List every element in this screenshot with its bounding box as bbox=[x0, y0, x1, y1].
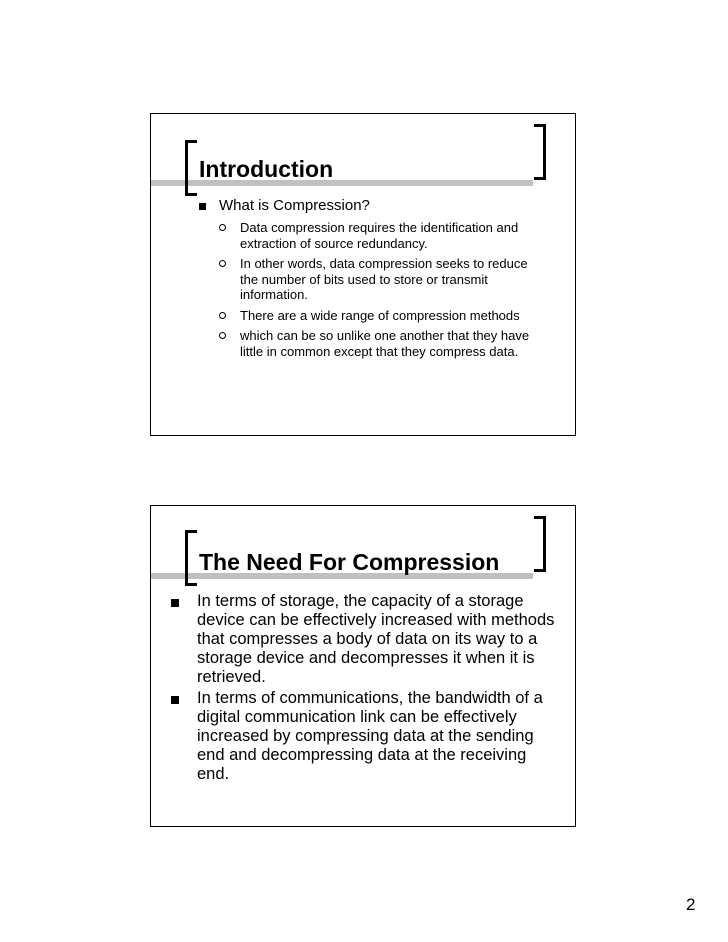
square-bullet-icon bbox=[171, 696, 179, 704]
slide-title: Introduction bbox=[199, 156, 334, 182]
slide-introduction bbox=[150, 113, 576, 436]
circle-bullet-icon bbox=[219, 260, 226, 267]
circle-bullet-icon bbox=[219, 312, 226, 319]
bullet-text: In terms of communications, the bandwidth of a digital communication link can be effectively increased by compressing data at the sending end and decompressing data at the receiving end. bbox=[197, 689, 543, 783]
sub-bullet-item bbox=[193, 220, 540, 251]
circle-bullet-icon bbox=[219, 224, 226, 231]
sub-bullet-text: which can be so unlike one another that they have little in common except that they compress data. bbox=[240, 328, 530, 359]
right-bracket bbox=[534, 124, 546, 180]
sub-bullet-text: There are a wide range of compression methods bbox=[240, 307, 520, 323]
page-number: 2 bbox=[686, 895, 696, 914]
sub-bullet-item bbox=[193, 308, 540, 324]
left-bracket bbox=[185, 140, 197, 196]
bullet-text: What is Compression? bbox=[219, 197, 370, 214]
bullet-item bbox=[161, 592, 559, 687]
bullet-text: In terms of storage, the capacity of a storage device can be effectively increased with methods that compresses a body of data on its way to a storage device and decompresses it when it is retrieved. bbox=[197, 592, 555, 686]
sub-bullet-text: In other words, data compression seeks to reduce the number of bits used to store or transmit information. bbox=[240, 256, 528, 302]
sub-bullet-text: Data compression requires the identification and extraction of source redundancy. bbox=[240, 220, 519, 251]
slide-need-for-compression bbox=[150, 505, 576, 827]
sub-bullet-item bbox=[193, 256, 540, 303]
bullet-item bbox=[193, 196, 573, 215]
slide-content bbox=[161, 592, 561, 786]
right-bracket bbox=[534, 516, 546, 572]
square-bullet-icon bbox=[199, 203, 206, 210]
square-bullet-icon bbox=[171, 599, 179, 607]
bullet-item bbox=[161, 689, 559, 784]
sub-bullet-item bbox=[193, 328, 540, 359]
left-bracket bbox=[185, 530, 197, 586]
slide-title: The Need For Compression bbox=[199, 549, 500, 575]
slide-content bbox=[193, 196, 573, 359]
circle-bullet-icon bbox=[219, 332, 226, 339]
